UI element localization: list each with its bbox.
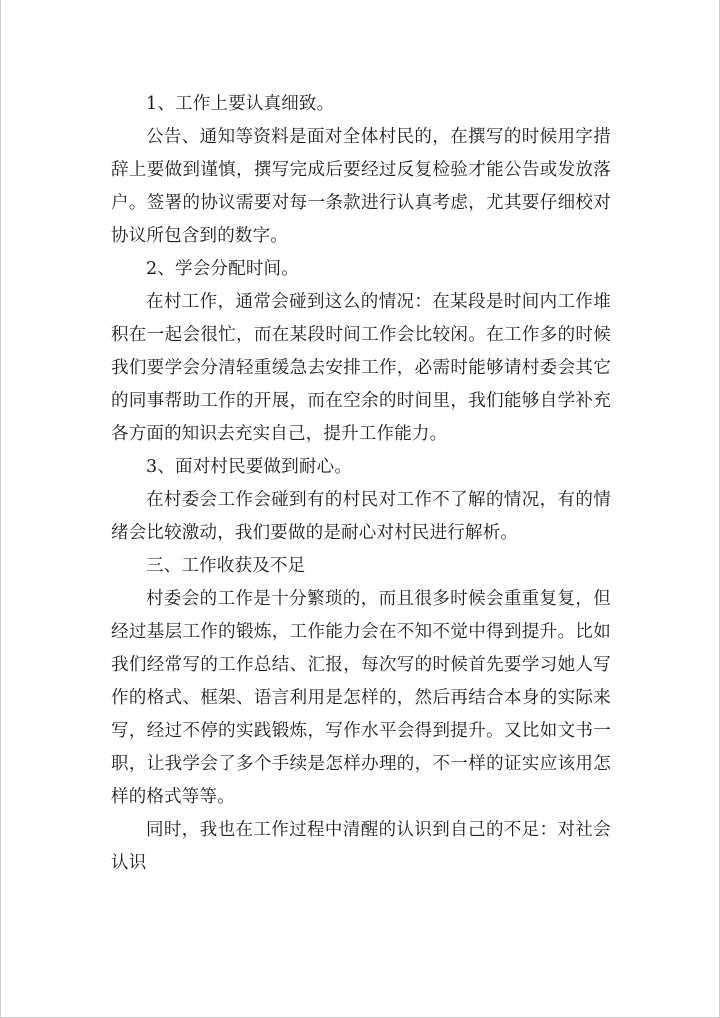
heading-item-2: 2、学会分配时间。 — [146, 259, 299, 279]
paragraph-4: 村委会的工作是十分繁琐的，而且很多时候会重重复复，但经过基层工作的锻炼，工作能力会在不知不觉中得到提升。比如我们经常写的工作总结、汇报，每次写的时候首先要学习她人写作的格式、框架、语言利用是怎样的，然后再结合本身的实际来写，经过不停的实践锻炼，写作水平会得到提升。又比如文书一职，让我学会了多个手续是怎样办理的，不一样的证实应该用怎样的格式等等。 — [111, 589, 611, 807]
heading-item-3: 3、面对村民要做到耐心。 — [146, 457, 353, 477]
section-heading: 三、工作收获及不足 — [146, 556, 306, 576]
paragraph-1: 公告、通知等资料是面对全体村民的，在撰写的时候用字措辞上要做到谨慎，撰写完成后要经过反复检验才能公告或发放落户。签署的协议需要对每一条款进行认真考虑，尤其要仔细校对协议所包含到的数字。 — [111, 127, 611, 246]
heading-item-1: 1、工作上要认真细致。 — [146, 94, 335, 114]
paragraph-5: 同时，我也在工作过程中清醒的认识到自己的不足：对社会认识 — [111, 820, 611, 873]
paragraph-3: 在村委会工作会碰到有的村民对工作不了解的情况，有的情绪会比较激动，我们要做的是耐心对村民进行解析。 — [111, 490, 611, 543]
paragraph-2: 在村工作，通常会碰到这么的情况：在某段是时间内工作堆积在一起会很忙，而在某段时间工作会比较闲。在工作多的时候我们要学会分清轻重缓急去安排工作，必需时能够请村委会其它的同事帮助工作的开展，而在空余的时间里，我们能够自学补充各方面的知识去充实自己，提升工作能力。 — [111, 292, 611, 444]
document-body — [111, 88, 611, 880]
